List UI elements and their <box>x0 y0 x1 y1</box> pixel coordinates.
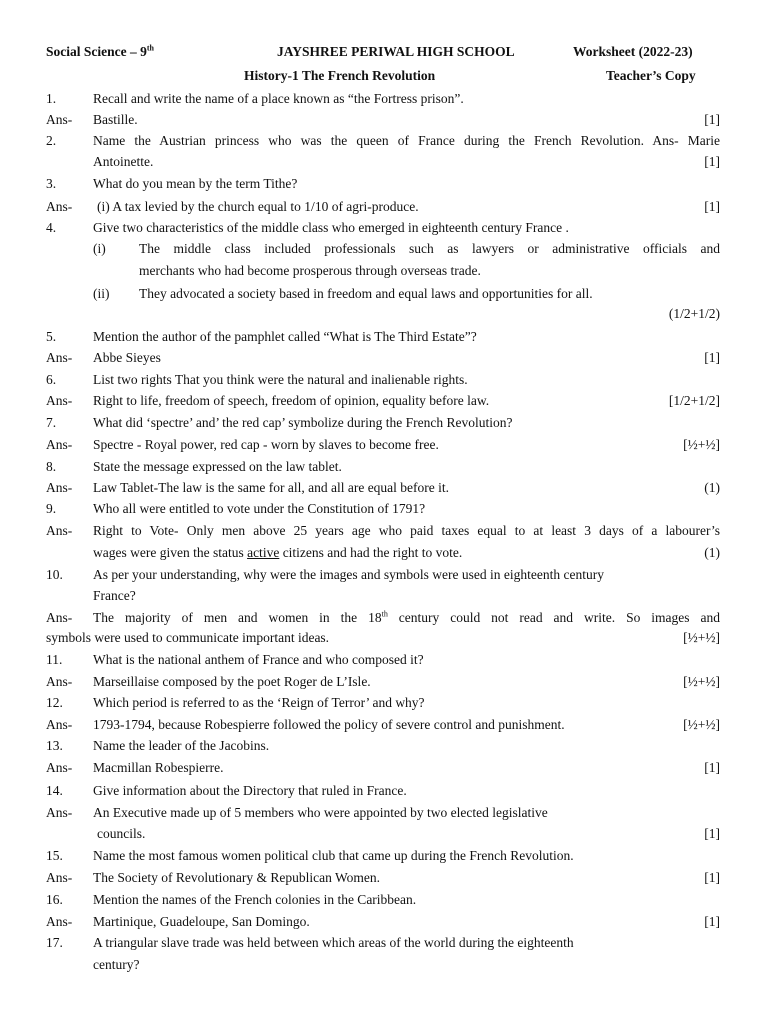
marks: [1] <box>704 870 720 885</box>
question-text: Who all were entitled to vote under the Constitution of 1791? <box>93 501 426 516</box>
subject-heading: Social Science – 9th <box>46 43 154 59</box>
answer-9 <box>46 521 720 541</box>
answer-label: Ans- <box>46 480 73 495</box>
question-number: 11. <box>46 652 63 667</box>
answer-13 <box>46 758 720 778</box>
question-text: What do you mean by the term Tithe? <box>93 176 298 191</box>
marks: (1/2+1/2) <box>668 306 720 321</box>
question-text: What is the national anthem of France and who composed it? <box>93 652 424 667</box>
answer-16 <box>46 912 720 932</box>
marks: [1] <box>704 154 720 169</box>
answer-text: The majority of men and women in the 18th century could not read and write. So images and <box>93 609 720 625</box>
marks: [½+½] <box>683 674 720 689</box>
teacher-copy-label: Teacher’s Copy <box>606 68 696 83</box>
marks: [1] <box>704 914 720 929</box>
answer-label: Ans- <box>46 610 73 625</box>
answer-label: Ans- <box>46 805 73 820</box>
answer-label: Ans- <box>46 393 73 408</box>
answer-9-cont <box>46 543 720 563</box>
school-name: JAYSHREE PERIWAL HIGH SCHOOL <box>277 44 515 59</box>
question-10-cont <box>46 586 720 606</box>
question-8 <box>46 457 720 477</box>
answer-14 <box>46 803 720 823</box>
underlined-word: active <box>247 545 280 560</box>
answer-text: Spectre - Royal power, red cap - worn by slaves to become free. <box>93 437 439 452</box>
answer-text: wages were given the status active citizens and had the right to vote. <box>93 545 463 560</box>
answer-text: The middle class included professionals such as lawyers or administrative officials and <box>139 241 720 256</box>
question-number: 8. <box>46 459 57 474</box>
marks: [1] <box>704 112 720 127</box>
marks: [1] <box>704 350 720 365</box>
question-number: 9. <box>46 501 57 516</box>
answer-10-cont <box>46 628 720 648</box>
answer-4-point-2 <box>46 284 720 304</box>
answer-text: Bastille. <box>93 112 138 127</box>
marks: [1] <box>704 199 720 214</box>
answer-text: merchants who had become prosperous through overseas trade. <box>139 263 481 278</box>
question-number: 12. <box>46 695 63 710</box>
answer-text: Macmillan Robespierre. <box>93 760 224 775</box>
answer-1 <box>46 110 720 130</box>
question-6 <box>46 370 720 390</box>
answer-7 <box>46 435 720 455</box>
question-text: A triangular slave trade was held between which areas of the world during the eighteenth <box>93 935 574 950</box>
question-14 <box>46 781 720 801</box>
answer-text: (i) A tax levied by the church equal to 1/10 of agri-produce. <box>97 199 419 214</box>
answer-3 <box>46 197 720 217</box>
question-text: As per your understanding, why were the images and symbols were used in eighteenth century <box>93 567 604 582</box>
answer-5 <box>46 348 720 368</box>
answer-text: They advocated a society based in freedom and equal laws and opportunities for all. <box>139 286 593 301</box>
answer-label: Ans- <box>46 523 73 538</box>
answer-6 <box>46 391 720 411</box>
answer-label: Ans- <box>46 760 73 775</box>
question-12 <box>46 693 720 713</box>
answer-text: The Society of Revolutionary & Republican Women. <box>93 870 380 885</box>
question-17-cont <box>46 955 720 975</box>
question-3 <box>46 174 720 194</box>
answer-text: Right to Vote- Only men above 25 years age who paid taxes equal to at least 3 days of a labourer’s <box>93 523 720 538</box>
question-text: century? <box>93 957 140 972</box>
worksheet-year: Worksheet (2022-23) <box>573 44 693 59</box>
question-number: 10. <box>46 567 63 582</box>
answer-label: Ans- <box>46 914 73 929</box>
question-16 <box>46 890 720 910</box>
answer-4-marks <box>46 304 720 324</box>
question-text: Mention the names of the French colonies in the Caribbean. <box>93 892 417 907</box>
question-text: Mention the author of the pamphlet called “What is The Third Estate”? <box>93 329 477 344</box>
marks: [1] <box>704 760 720 775</box>
question-text: Name the Austrian princess who was the queen of France during the French Revolution. Ans- Marie <box>93 133 720 148</box>
question-number: 15. <box>46 848 63 863</box>
answer-text: Marseillaise composed by the poet Roger de L’Isle. <box>93 674 371 689</box>
question-number: 13. <box>46 738 63 753</box>
question-text: Which period is referred to as the ‘Reign of Terror’ and why? <box>93 695 425 710</box>
answer-4-point-1 <box>46 239 720 259</box>
question-1 <box>46 89 720 109</box>
answer-label: Ans- <box>46 350 73 365</box>
answer-text: Antoinette. <box>93 154 154 169</box>
answer-text: councils. <box>97 826 146 841</box>
question-number: 1. <box>46 91 57 106</box>
marks: [½+½] <box>683 717 720 732</box>
answer-4-point-1-cont <box>46 261 720 281</box>
answer-label: Ans- <box>46 717 73 732</box>
question-7 <box>46 413 720 433</box>
question-number: 14. <box>46 783 63 798</box>
question-text: What did ‘spectre’ and’ the red cap’ symbolize during the French Revolution? <box>93 415 513 430</box>
question-text: Give two characteristics of the middle class who emerged in eighteenth century France . <box>93 220 569 235</box>
answer-text: Martinique, Guadeloupe, San Domingo. <box>93 914 310 929</box>
answer-text: 1793-1794, because Robespierre followed the policy of severe control and punishment. <box>93 717 565 732</box>
question-5 <box>46 327 720 347</box>
marks: [1] <box>704 826 720 841</box>
roman-numeral: (ii) <box>93 286 110 301</box>
question-17 <box>46 933 720 953</box>
marks: (1) <box>704 545 720 560</box>
question-text: Recall and write the name of a place known as “the Fortress prison”. <box>93 91 464 106</box>
question-10 <box>46 565 720 585</box>
answer-text: symbols were used to communicate important ideas. <box>46 630 330 645</box>
answer-15 <box>46 868 720 888</box>
question-text: State the message expressed on the law tablet. <box>93 459 342 474</box>
question-13 <box>46 736 720 756</box>
marks: [½+½] <box>683 437 720 452</box>
question-number: 3. <box>46 176 57 191</box>
chapter-title: History-1 The French Revolution <box>244 68 436 83</box>
answer-label: Ans- <box>46 674 73 689</box>
question-number: 2. <box>46 133 57 148</box>
answer-12 <box>46 715 720 735</box>
answer-label: Ans- <box>46 437 73 452</box>
question-15 <box>46 846 720 866</box>
question-number: 6. <box>46 372 57 387</box>
marks: [1/2+1/2] <box>668 393 720 408</box>
marks: (1) <box>704 480 720 495</box>
answer-11 <box>46 672 720 692</box>
answer-label: Ans- <box>46 112 73 127</box>
question-number: 16. <box>46 892 63 907</box>
answer-14-cont <box>46 824 720 844</box>
answer-2 <box>46 152 720 172</box>
question-text: Give information about the Directory that ruled in France. <box>93 783 407 798</box>
answer-8 <box>46 478 720 498</box>
question-number: 17. <box>46 935 63 950</box>
answer-label: Ans- <box>46 199 73 214</box>
question-number: 7. <box>46 415 57 430</box>
marks: [½+½] <box>683 630 720 645</box>
question-text: Name the leader of the Jacobins. <box>93 738 270 753</box>
roman-numeral: (i) <box>93 241 106 256</box>
question-4 <box>46 218 720 238</box>
question-text: List two rights That you think were the natural and inalienable rights. <box>93 372 468 387</box>
question-2 <box>46 131 720 151</box>
question-number: 5. <box>46 329 57 344</box>
answer-10 <box>46 608 720 628</box>
answer-text: Abbe Sieyes <box>93 350 161 365</box>
answer-label: Ans- <box>46 870 73 885</box>
question-text: France? <box>93 588 136 603</box>
question-number: 4. <box>46 220 57 235</box>
question-text: Name the most famous women political club that came up during the French Revolution. <box>93 848 574 863</box>
answer-text: An Executive made up of 5 members who were appointed by two elected legislative <box>93 805 548 820</box>
question-9 <box>46 499 720 519</box>
answer-text: Right to life, freedom of speech, freedom of opinion, equality before law. <box>93 393 490 408</box>
question-11 <box>46 650 720 670</box>
answer-text: Law Tablet-The law is the same for all, and all are equal before it. <box>93 480 450 495</box>
